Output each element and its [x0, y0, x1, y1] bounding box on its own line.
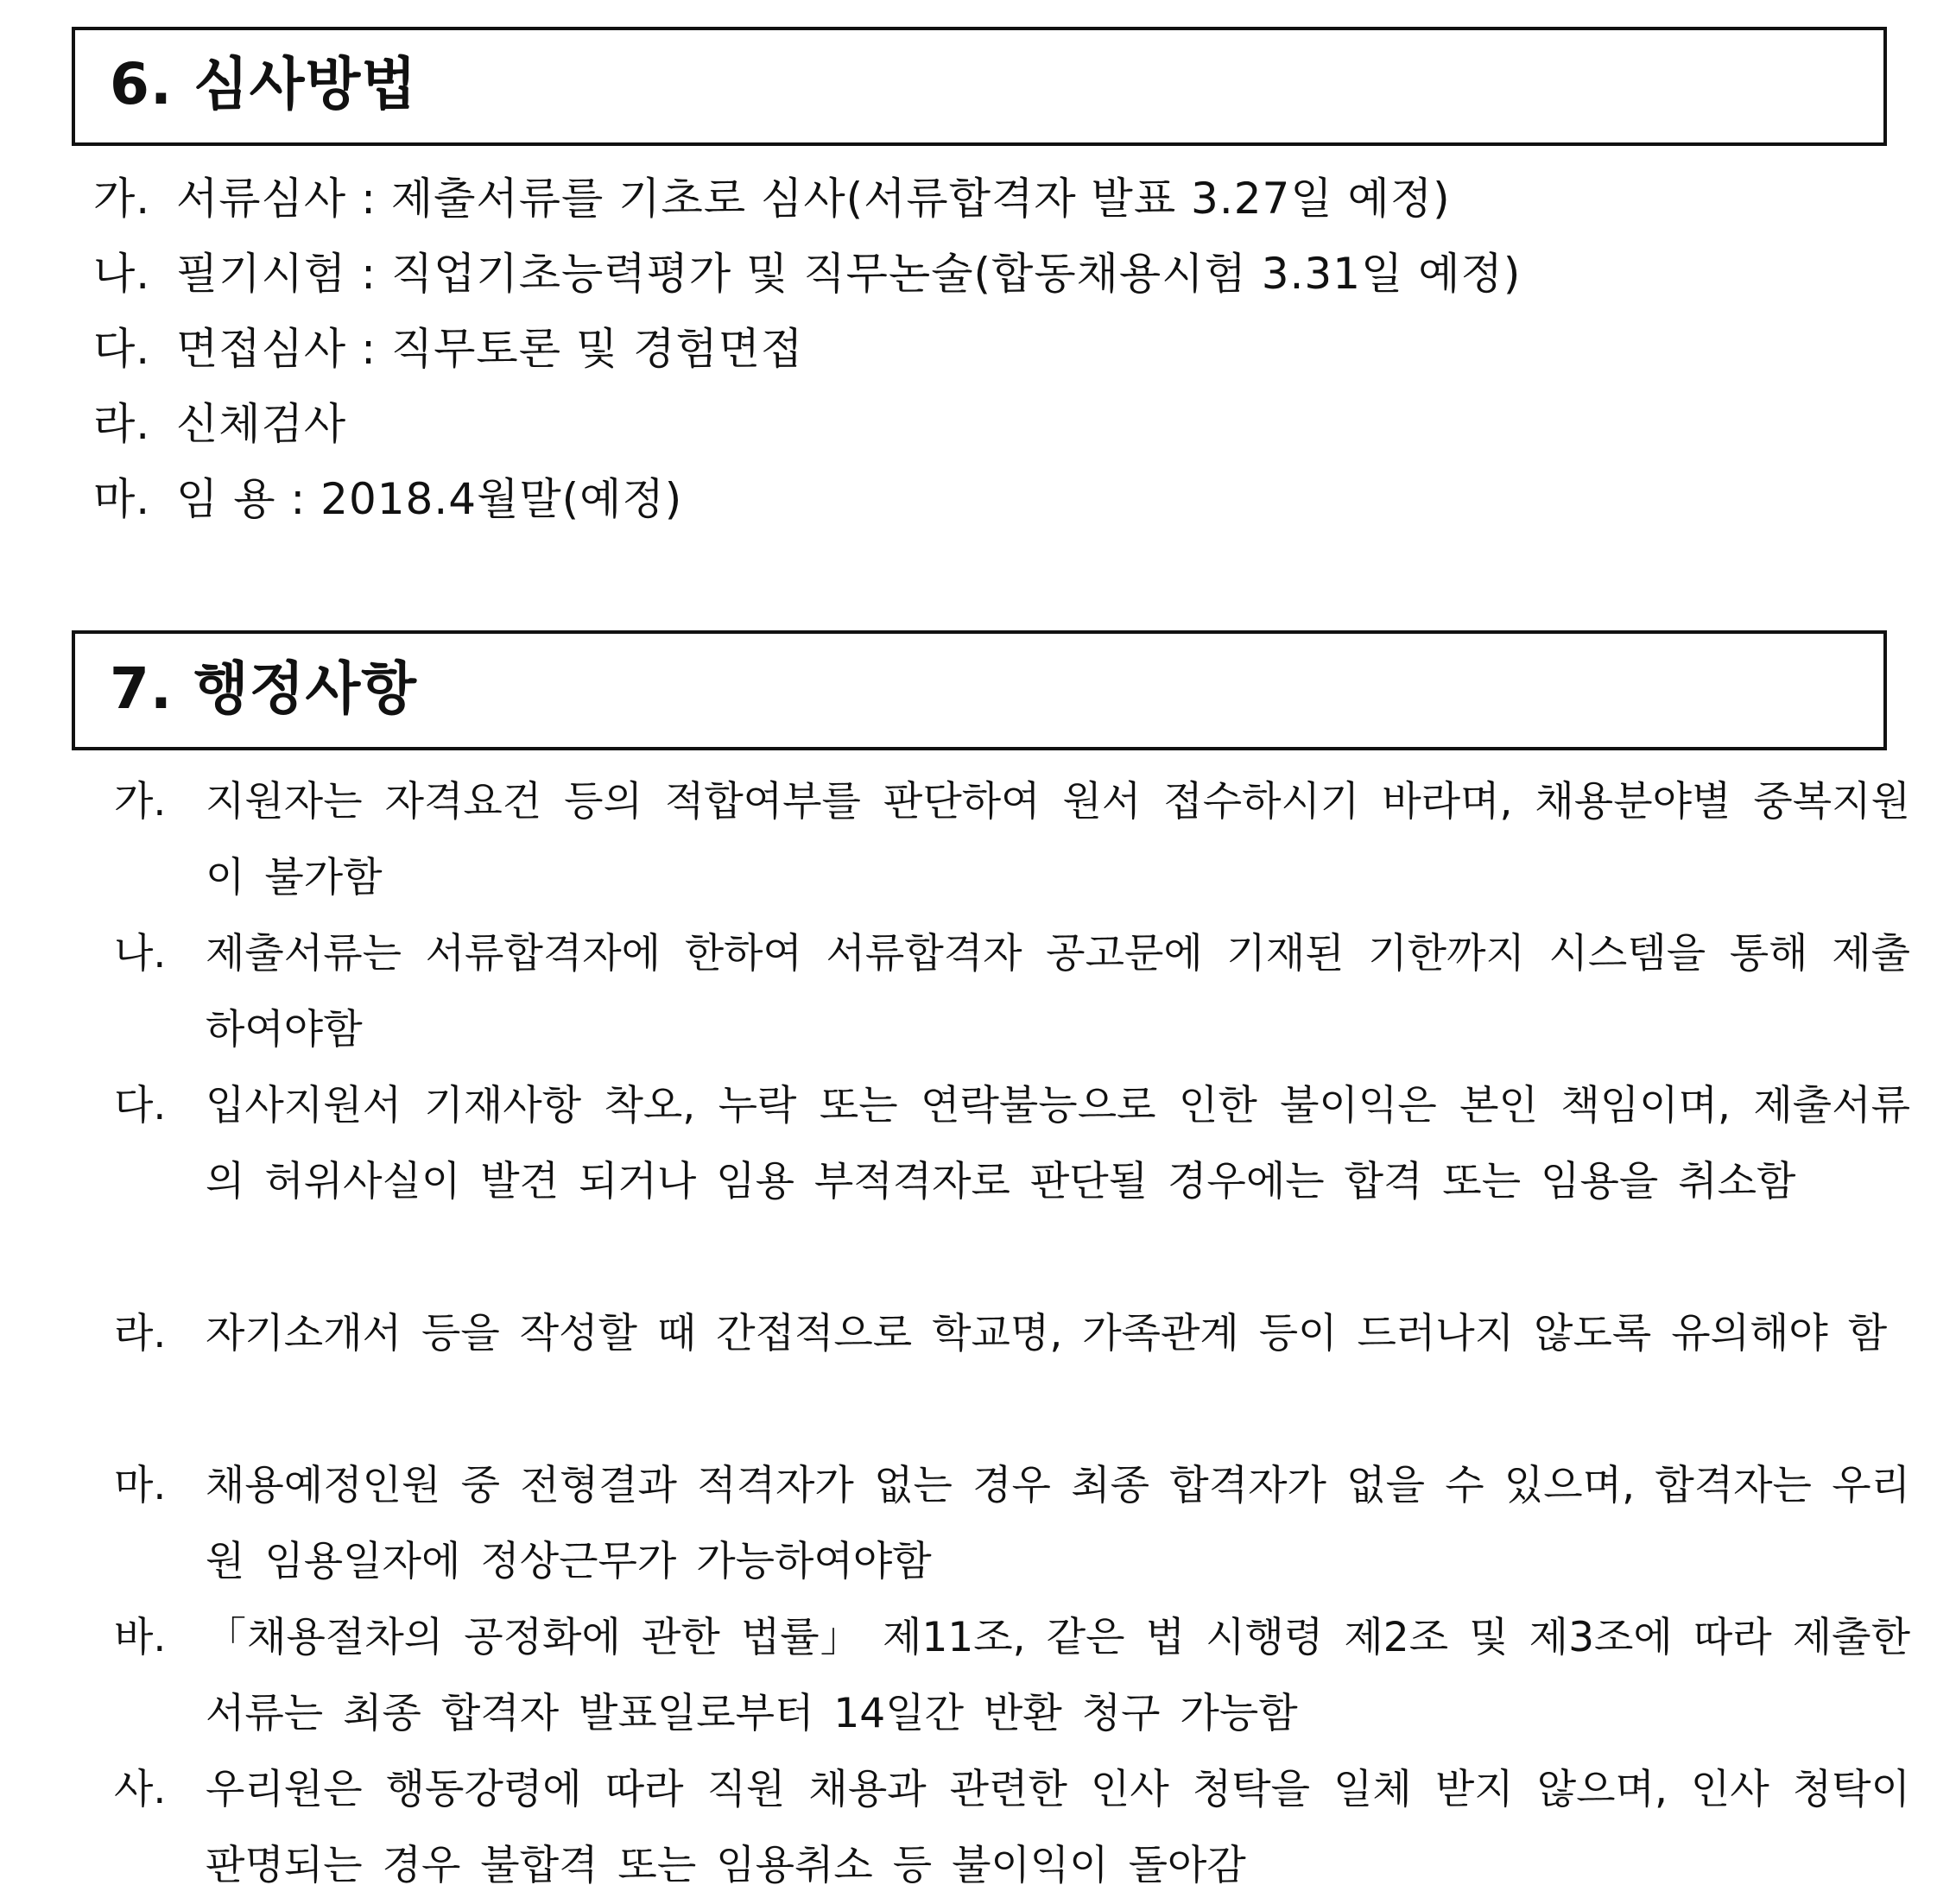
item-text: 채용예정인원 중 전형결과 적격자가 없는 경우 최종 합격자가 없을 수 있으며, 합격자는 우리원 임용일자에 정상근무가 가능하여야함	[206, 1462, 1910, 1585]
section-7-item-sa	[114, 1752, 1910, 1904]
section-6-item-na	[93, 249, 1522, 299]
item-marker: 바.	[114, 1614, 167, 1661]
item-marker: 나.	[114, 930, 167, 977]
section-7-item-ga	[114, 764, 1910, 916]
item-marker: 다.	[93, 324, 151, 374]
section-7-item-ba	[114, 1600, 1910, 1752]
item-text: 임 용 : 2018.4월말(예정)	[176, 474, 683, 524]
item-text: 「채용절차의 공정화에 관한 법률」 제11조, 같은 법 시행령 제2조 및 제3조에 따라 제출한 서류는 최종 합격자 발표일로부터 14일간 반환 청구 가능함	[206, 1614, 1910, 1737]
item-text: 신체검사	[176, 399, 347, 449]
section-7-item-da	[114, 1068, 1910, 1220]
section-6-item-ma	[93, 474, 683, 524]
item-text: 면접심사 : 직무토론 및 경험면접	[176, 324, 804, 374]
section-6-item-ga	[93, 174, 1451, 224]
section-6-title: 6. 심사방법	[110, 51, 417, 117]
item-marker: 나.	[93, 249, 151, 299]
item-marker: 가.	[114, 778, 167, 825]
section-6-item-ra	[93, 399, 347, 449]
item-text: 우리원은 행동강령에 따라 직원 채용과 관련한 인사 청탁을 일체 받지 않으며, 인사 청탁이 판명되는 경우 불합격 또는 임용취소 등 불이익이 돌아감	[206, 1766, 1910, 1889]
section-7-item-ra	[114, 1296, 1910, 1372]
item-marker: 가.	[93, 174, 151, 224]
item-marker: 마.	[114, 1462, 167, 1509]
section-7-header-box	[72, 630, 1887, 750]
item-text: 필기시험 : 직업기초능력평가 및 직무논술(합동채용시험 3.31일 예정)	[176, 249, 1522, 299]
section-7-item-na	[114, 916, 1910, 1068]
section-7-title: 7. 행정사항	[110, 655, 417, 722]
section-7-item-ma	[114, 1448, 1910, 1600]
section-6-item-da	[93, 324, 804, 374]
item-text: 자기소개서 등을 작성할 때 간접적으로 학교명, 가족관계 등이 드러나지 않도록 유의해야 함	[206, 1310, 1888, 1357]
item-text: 제출서류는 서류합격자에 한하여 서류합격자 공고문에 기재된 기한까지 시스템을 통해 제출하여야함	[206, 930, 1910, 1053]
item-marker: 마.	[93, 474, 151, 524]
item-marker: 사.	[114, 1766, 167, 1813]
item-marker: 다.	[114, 1082, 167, 1129]
item-text: 지원자는 자격요건 등의 적합여부를 판단하여 원서 접수하시기 바라며, 채용분야별 중복지원이 불가함	[206, 778, 1910, 901]
item-text: 서류심사 : 제출서류를 기초로 심사(서류합격자 발표 3.27일 예정)	[176, 174, 1451, 224]
section-6-header-box	[72, 27, 1887, 146]
item-marker: 라.	[93, 399, 151, 449]
item-marker: 라.	[114, 1310, 167, 1357]
item-text: 입사지원서 기재사항 착오, 누락 또는 연락불능으로 인한 불이익은 본인 책임이며, 제출서류의 허위사실이 발견 되거나 임용 부적격자로 판단될 경우에는 합격 또는 임용을 취소함	[206, 1082, 1910, 1205]
